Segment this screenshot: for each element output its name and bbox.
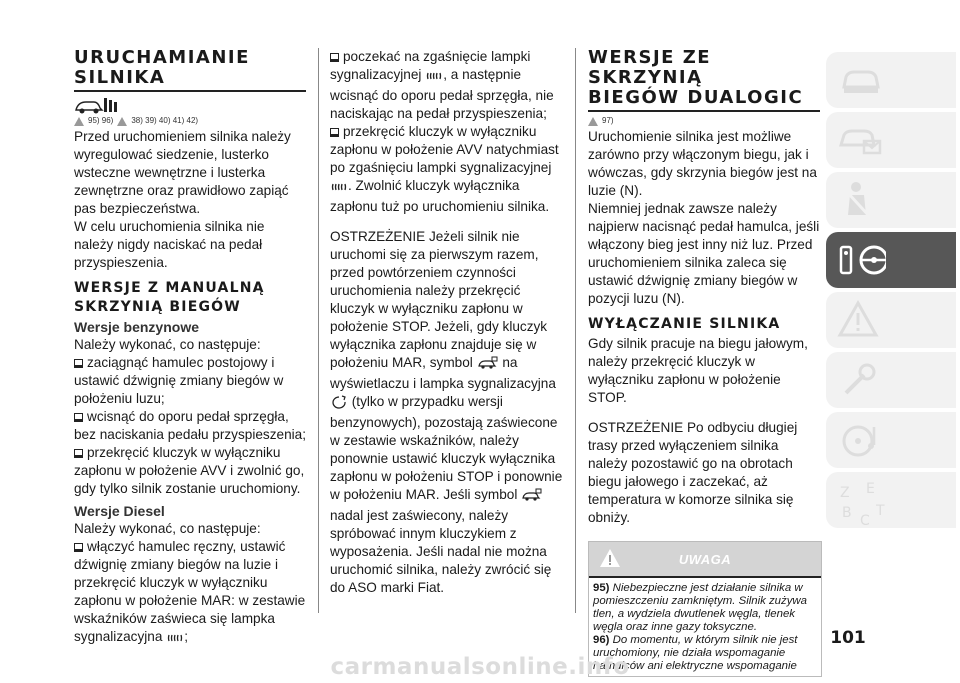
- petrol-heading: Wersje benzynowe: [74, 319, 200, 335]
- tab-index[interactable]: [826, 472, 956, 528]
- section-title-line1: URUCHAMIANIE: [74, 47, 250, 68]
- glow-plug-icon: [426, 69, 442, 87]
- paragraph: W celu uruchomienia silnika nie należy nigdy naciskać na pedał przyspieszenia.: [74, 219, 265, 270]
- warning-box-header: [589, 542, 821, 576]
- seatbelt-icon: [836, 175, 886, 225]
- warning-note: 95) Niebezpieczne jest działanie silnika w pomieszczeniu zamkniętym. Silnik zużywa tlen, a wydziela dwutlenek węgla, tlenek węgla oraz inne gazy toksyczne.: [593, 582, 807, 633]
- column-divider: [575, 48, 576, 613]
- list-item: przekręcić kluczyk w wyłączniku zapłonu w położenie AVV i zwolnić go, gdy tylko silnik zostanie uruchomiony.: [74, 445, 305, 496]
- tab-car[interactable]: [826, 52, 956, 108]
- car-key-icon: [74, 96, 306, 116]
- warning-refs: 97): [602, 116, 614, 125]
- paragraph: Należy wykonać, co następuje:: [74, 521, 261, 536]
- watermark: carmanualsonline.info: [330, 654, 630, 680]
- key-steering-wheel-icon: [836, 235, 886, 285]
- cross-references: [588, 116, 820, 126]
- svg-text:E: E: [866, 481, 875, 497]
- svg-text:B: B: [842, 505, 852, 521]
- paragraph: Należy wykonać, co następuje:: [74, 337, 261, 352]
- bullet-icon: [74, 413, 83, 422]
- list-item: zaciągnąć hamulec postojowy i ustawić dźwignię zmiany biegów w położeniu luzu;: [74, 355, 284, 406]
- immobilizer-car-icon: [522, 488, 542, 507]
- bullet-icon: [74, 359, 83, 368]
- section-title-line2: BIEGÓW DUALOGIC: [588, 87, 804, 108]
- column-divider: [318, 48, 319, 613]
- svg-text:Z: Z: [840, 485, 850, 501]
- wrench-car-icon: [836, 355, 886, 405]
- bullet-icon: [74, 543, 83, 552]
- alphabet-index-icon: [836, 475, 896, 531]
- glow-plug-icon: [167, 631, 183, 649]
- subsection-title-line2: SKRZYNIĄ BIEGÓW: [74, 299, 241, 315]
- page-number: 101: [830, 628, 866, 648]
- column-1: [74, 48, 306, 649]
- car-icon: [836, 55, 886, 105]
- warning-triangle-icon: [588, 117, 598, 126]
- tab-warning-lights[interactable]: [826, 292, 956, 348]
- paragraph: Gdy silnik pracuje na biegu jałowym, należy przekręcić kluczyk w wyłączniku zapłonu w położenie STOP.: [588, 336, 808, 405]
- tab-car-mail[interactable]: [826, 112, 956, 168]
- tab-starting-driving[interactable]: [826, 232, 956, 288]
- warning-refs: 95) 96): [88, 116, 114, 125]
- warning-triangle-icon: [74, 117, 84, 126]
- bullet-icon: [330, 128, 339, 137]
- cross-references: [74, 116, 306, 126]
- warning-note: 96) Do momentu, w którym silnik nie jest uruchomiony, nie działa wspomaganie hamulców ani elektryczne wspomaganie: [593, 634, 798, 672]
- caution-triangle-icon: [117, 117, 127, 126]
- svg-text:T: T: [876, 503, 885, 519]
- subsection-title-line1: WERSJE Z MANUALNĄ: [74, 280, 265, 296]
- tab-safety[interactable]: [826, 172, 956, 228]
- immobilizer-car-icon: [478, 356, 498, 375]
- diesel-heading: Wersje Diesel: [74, 503, 165, 519]
- warning-triangle-icon: [836, 295, 886, 345]
- engine-check-icon: [331, 395, 347, 414]
- list-item: włączyć hamulec ręczny, ustawić dźwignię zmiany biegów na luzie i przekręcić kluczyk w wyłączniku zapłonu w położenie MAR: w zestawie wskaźników zaświeca się lampka sygnalizacyjna ;: [74, 538, 306, 649]
- tab-emergency[interactable]: [826, 352, 956, 408]
- bullet-icon: [330, 53, 339, 62]
- list-item: wcisnąć do oporu pedał sprzęgła, bez naciskania pedału przyspieszenia;: [74, 409, 306, 442]
- svg-text:C: C: [860, 513, 870, 529]
- list-item: przekręcić kluczyk w wyłączniku zapłonu w położenie AVV natychmiast po zgaśnięciu lampki sygnalizacyjnej . Zwolnić kluczyk wyłącznika zapłonu tuż po uruchomieniu silnika.: [330, 124, 559, 214]
- tab-maintenance[interactable]: [826, 412, 956, 468]
- section-title: [74, 48, 306, 92]
- section-title: [588, 48, 820, 112]
- caution-refs: 38) 39) 40) 41) 42): [131, 116, 199, 125]
- glow-plug-icon: [331, 180, 347, 198]
- section-title-line1: WERSJE ZE SKRZYNIĄ: [588, 47, 712, 88]
- paragraph: Niemniej jednak zawsze należy najpierw nacisnąć pedał hamulca, jeśli włączony bieg jest inny niż luz. Przed uruchomieniem silnika zaleca się ustawić dźwignię zmiany biegów w pozycji luzu (N).: [588, 201, 820, 306]
- list-item: poczekać na zgaśnięcie lampki sygnalizacyjnej , a następnie wcisnąć do oporu pedał sprzęgła, nie naciskając na pedał przyspieszenia;: [330, 49, 554, 121]
- warning-paragraph: OSTRZEŻENIE Po odbyciu długiej trasy przed wyłączeniem silnika należy pozostawić go na obrotach biegu jałowego i zaczekać, aż temperatura w komorze silnika się obniży.: [588, 420, 798, 525]
- subsection-title: WYŁĄCZANIE SILNIKA: [588, 316, 781, 332]
- paragraph: Uruchomienie silnika jest możliwe zarówno przy włączonym biegu, jak i wówczas, gdy skrzynia biegów jest na luzie (N).: [588, 129, 817, 198]
- warning-box-title: UWAGA: [678, 552, 732, 567]
- cd-music-icon: [836, 415, 886, 465]
- bullet-icon: [74, 449, 83, 458]
- car-mail-icon: [836, 115, 886, 165]
- warning-paragraph: OSTRZEŻENIE Jeżeli silnik nie uruchomi się za pierwszym razem, przed powtórzeniem czynności uruchomienia należy przekręcić kluczyk w wyłączniku zapłonu w położenie STOP. Jeżeli, gdy kluczyk wyłącznika zapłonu znajduje się w położeniu MAR, symbol na wyświetlaczu i lampka sygnalizacyjna (tylko w przypadku wersji benzynowych), pozostają zaświecone w zestawie wskaźników, należy ponownie ustawić kluczyk wyłącznika zapłonu w położeniu STOP i ponownie w położeniu MAR. Jeśli symbol nadal jest zaświecony, należy spróbować innym kluczykiem z wyposażenia. Jeśli nadal nie można uruchomić silnika, należy zwrócić się do ASO marki Fiat.: [330, 229, 563, 595]
- column-2: [330, 48, 566, 597]
- section-title-line2: SILNIKA: [74, 67, 166, 88]
- column-3: [588, 48, 820, 677]
- paragraph: Przed uruchomieniem silnika należy wyregulować siedzenie, lusterko wsteczne wewnętrzne i lusterka zewnętrzne oraz prawidłowo zapiąć pas bezpieczeństwa.: [74, 129, 291, 216]
